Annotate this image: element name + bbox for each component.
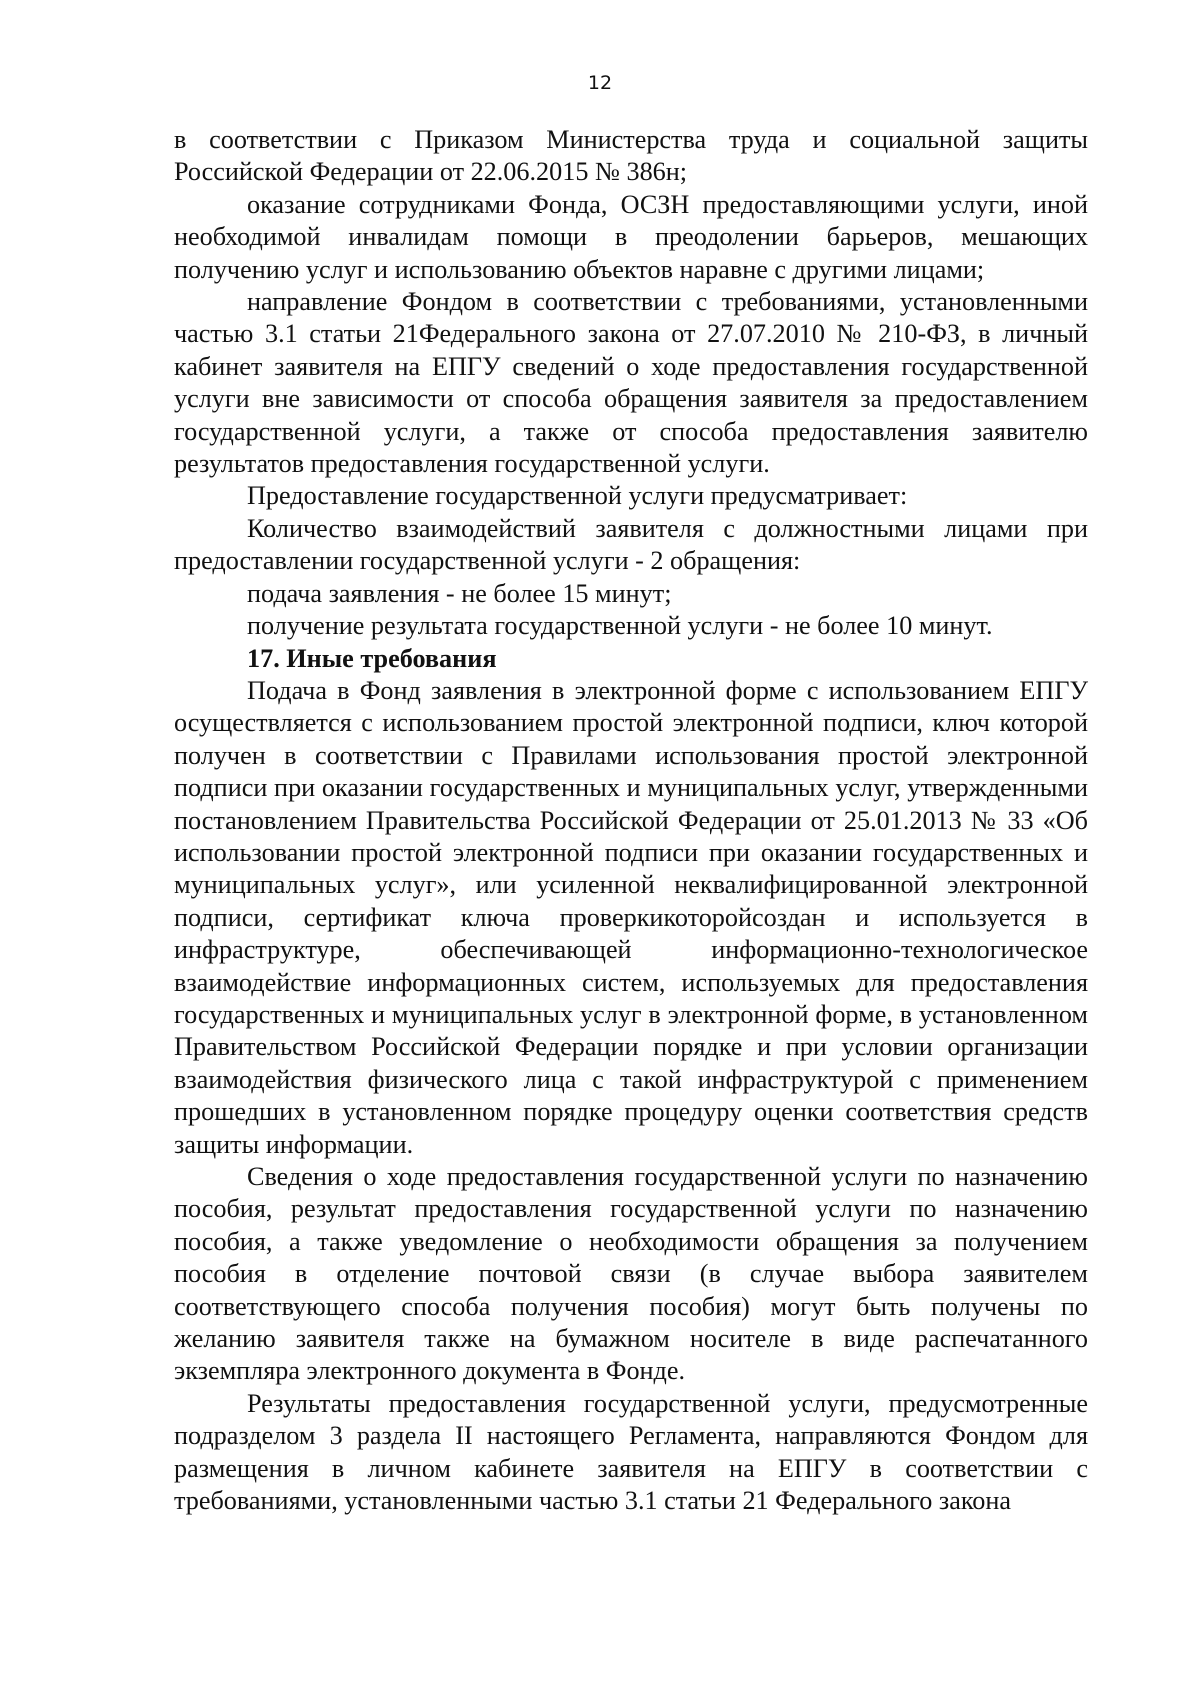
paragraph: направление Фондом в соответствии с требованиями, установленными частью 3.1 статьи 21Федерального закона от 27.07.2010 № 210-ФЗ, в личный кабинет заявителя на ЕПГУ сведений о ходе предоставления государственной услуги вне зависимости от способа обращения заявителя за предоставлением государственной услуги, а также от способа предоставления заявителю результатов предоставления государственной услуги.: [174, 287, 1088, 479]
paragraph: Количество взаимодействий заявителя с должностными лицами при предоставлении государственной услуги - 2 обращения:: [174, 513, 1088, 576]
document-body: [174, 124, 1088, 1517]
paragraph: в соответствии с Приказом Министерства труда и социальной защиты Российской Федерации от 22.06.2015 № 386н;: [174, 125, 1088, 187]
page-number: 12: [587, 72, 613, 94]
paragraph: Предоставление государственной услуги предусматривает:: [247, 481, 908, 511]
paragraph: Результаты предоставления государственной услуги, предусмотренные подразделом 3 раздела II настоящего Регламента, направляются Фондом для размещения в личном кабинете заявителя на ЕПГУ в соответствии с требованиями, установленными частью 3.1 статьи 21 Федерального закона: [174, 1388, 1088, 1516]
paragraph: Подача в Фонд заявления в электронной форме с использованием ЕПГУ осуществляется с использованием простой электронной подписи, ключ которой получен в соответствии с Правилами использования простой электронной подписи при оказании государственных и муниципальных услуг, утвержденными постановлением Правительства Российской Федерации от 25.01.2013 № 33 «Об использовании простой электронной подписи при оказании государственных и муниципальных услуг», или усиленной неквалифицированной электронной подписи, сертификат ключа проверкикоторойсоздан и используется в инфраструктуре, обеспечивающей информационно-технологическое взаимодействие информационных систем, используемых для предоставления государственных и муниципальных услуг в электронной форме, в установленном Правительством Российской Федерации порядке и при условии организации взаимодействия физического лица с такой инфраструктурой с применением прошедших в установленном порядке процедуру оценки соответствия средств защиты информации.: [174, 675, 1088, 1159]
paragraph: оказание сотрудниками Фонда, ОСЗН предоставляющими услуги, иной необходимой инвалидам помощи в преодолении барьеров, мешающих получению услуг и использованию объектов наравне с другими лицами;: [174, 189, 1088, 284]
paragraph: Сведения о ходе предоставления государственной услуги по назначению пособия, результат предоставления государственной услуги по назначению пособия, а также уведомление о необходимости обращения за получением пособия в отделение почтовой связи (в случае выбора заявителем соответствующего способа получения пособия) могут быть получены по желанию заявителя также на бумажном носителе в виде распечатанного экземпляра электронного документа в Фонде.: [174, 1162, 1088, 1386]
paragraph: подача заявления - не более 15 минут;: [247, 578, 672, 608]
section-heading: 17. Иные требования: [247, 643, 497, 673]
paragraph: получение результата государственной услуги - не более 10 минут.: [247, 611, 993, 641]
